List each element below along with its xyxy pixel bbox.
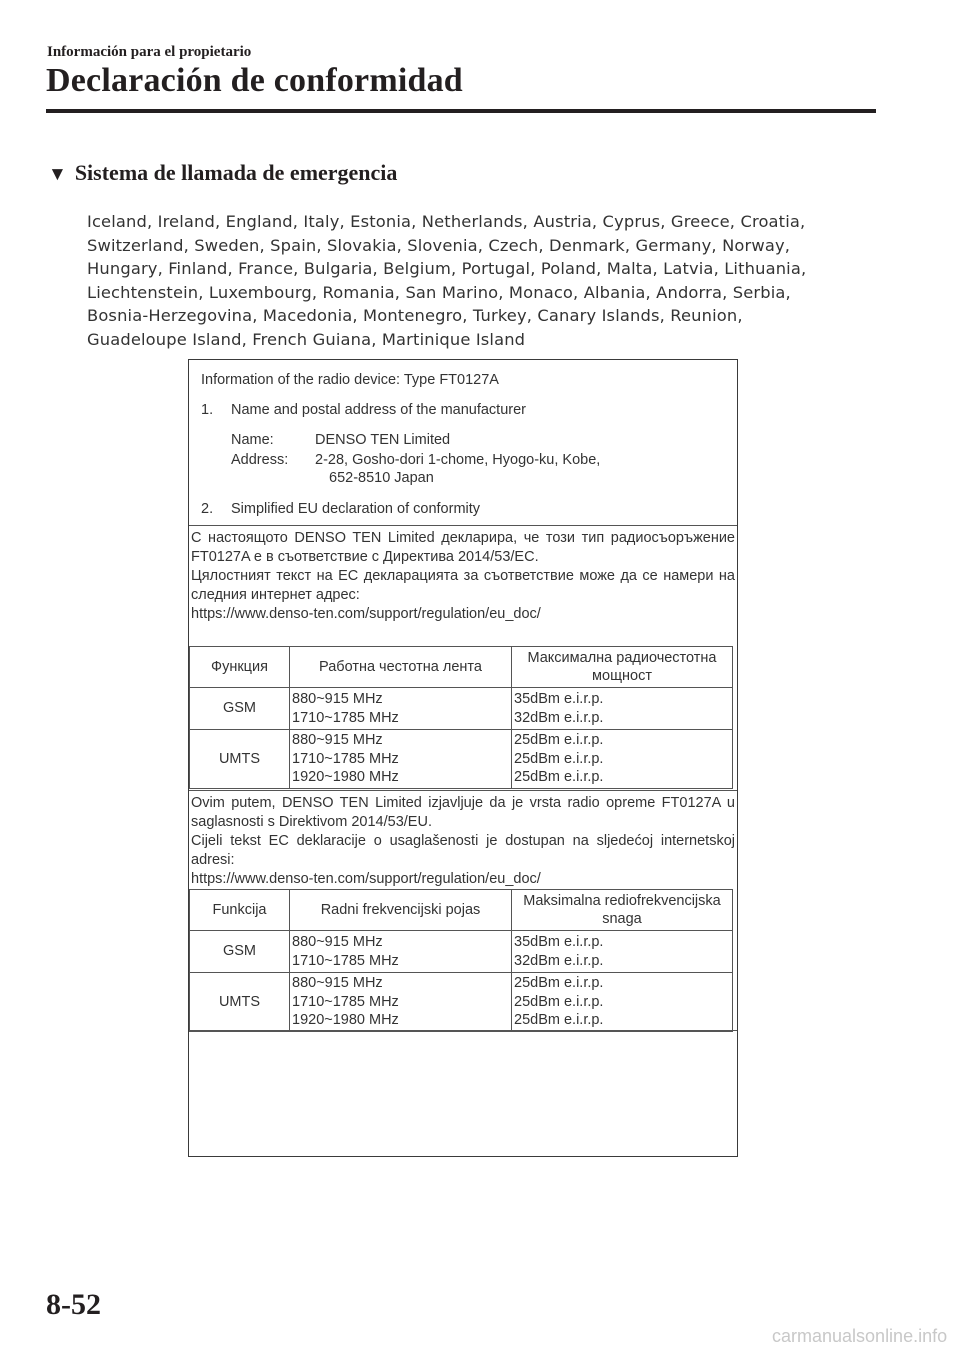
address-key: Address:	[231, 452, 289, 468]
table-header: Funkcija	[190, 890, 290, 931]
power-value: 32dBm e.i.r.p.	[514, 709, 604, 726]
address-line: 2-28, Gosho-dori 1-chome, Hyogo-ku, Kobe,	[315, 452, 601, 468]
power-value: 25dBm e.i.r.p.	[514, 769, 604, 786]
section-header-label: Información para el propietario	[47, 44, 252, 60]
box-bottom-divider	[189, 1030, 737, 1031]
band-value: 1710~1785 MHz	[292, 993, 399, 1010]
table-header-row	[190, 647, 733, 688]
function-cell: UMTS	[190, 973, 290, 1032]
eu-declaration-label: Simplified EU declaration of conformity	[231, 501, 481, 517]
bulgarian-declaration	[189, 525, 737, 786]
address-line: 652-8510 Japan	[329, 470, 434, 486]
country-line: Hungary, Finland, France, Bulgaria, Belgium, Portugal, Poland, Malta, Latvia, Lithuania,	[87, 259, 807, 278]
spec-table	[189, 889, 733, 1032]
table-row	[190, 688, 733, 730]
declaration-url[interactable]: https://www.denso-ten.com/support/regulation/eu_doc/	[191, 606, 541, 622]
table-row	[190, 730, 733, 789]
country-list	[87, 210, 867, 351]
power-value: 35dBm e.i.r.p.	[514, 691, 604, 707]
band-cell	[290, 688, 512, 730]
function-cell: GSM	[190, 688, 290, 730]
band-value: 880~915 MHz	[292, 975, 383, 992]
power-value: 32dBm e.i.r.p.	[514, 952, 604, 969]
section-title	[48, 160, 397, 186]
table-header-row	[190, 890, 733, 931]
country-line: Iceland, Ireland, England, Italy, Estonia, Netherlands, Austria, Cyprus, Greece, Croatia,	[87, 212, 806, 231]
function-cell: GSM	[190, 931, 290, 973]
power-cell	[512, 973, 733, 1032]
power-cell	[512, 730, 733, 789]
band-cell	[290, 931, 512, 973]
name-key: Name:	[231, 432, 274, 448]
band-value: 1920~1980 MHz	[292, 1012, 399, 1029]
item-number: 1.	[201, 402, 214, 418]
declaration-paragraph: Ovim putem, DENSO TEN Limited izjavljuje da je vrsta radio opreme FT0127A u saglasnosti s Direktivom 2014/53/EU.	[191, 795, 735, 830]
item-number: 2.	[201, 501, 214, 517]
declaration-url[interactable]: https://www.denso-ten.com/support/regulation/eu_doc/	[191, 871, 541, 887]
declaration-paragraph: Цялостният текст на ЕС декларацията за съответствие може да се намери на следния интернет адрес:	[191, 568, 735, 603]
declaration-paragraph: С настоящото DENSO TEN Limited декларира, че този тип радиосъоръжение FT0127A е в съответствие с Директива 2014/53/ЕС.	[191, 530, 735, 565]
power-cell	[512, 688, 733, 730]
table-header: Radni frekvencijski pojas	[290, 890, 512, 931]
power-value: 25dBm e.i.r.p.	[514, 750, 604, 767]
band-value: 1920~1980 MHz	[292, 769, 399, 786]
band-value: 1710~1785 MHz	[292, 750, 399, 767]
watermark: carmanualsonline.info	[772, 1326, 948, 1346]
page-number: 8-52	[46, 1288, 101, 1321]
declaration-box	[188, 359, 738, 1157]
declaration-paragraph: Cijeli tekst EC deklaracije o usaglašenosti je dostupan na sljedećoj internetskoj adresi:	[191, 833, 735, 868]
band-cell	[290, 973, 512, 1032]
page-title: Declaración de conformidad	[46, 62, 463, 99]
power-cell	[512, 931, 733, 973]
band-value: 1710~1785 MHz	[292, 952, 399, 969]
function-cell: UMTS	[190, 730, 290, 789]
spec-table	[189, 646, 733, 789]
table-row	[190, 931, 733, 973]
band-value: 880~915 MHz	[292, 732, 383, 749]
band-cell	[290, 730, 512, 789]
power-value: 25dBm e.i.r.p.	[514, 732, 604, 749]
table-header: Функция	[190, 647, 290, 688]
croatian-declaration	[189, 790, 737, 1029]
power-value: 25dBm e.i.r.p.	[514, 975, 604, 992]
table-header: Максимална радиочестотна мощност	[512, 647, 733, 688]
power-value: 35dBm e.i.r.p.	[514, 934, 604, 950]
triangle-marker-icon: ▼	[48, 164, 67, 185]
country-line: Bosnia-Herzegovina, Macedonia, Montenegro, Turkey, Canary Islands, Reunion,	[87, 306, 743, 325]
country-line: Guadeloupe Island, French Guiana, Martinique Island	[87, 329, 526, 349]
power-value: 25dBm e.i.r.p.	[514, 993, 604, 1010]
band-value: 880~915 MHz	[292, 934, 383, 950]
band-value: 1710~1785 MHz	[292, 709, 399, 726]
band-value: 880~915 MHz	[292, 691, 383, 707]
radio-info-heading: Information of the radio device: Type FT0127A	[201, 372, 499, 388]
section-title-text: Sistema de llamada de emergencia	[74, 160, 398, 185]
table-header: Maksimalna rediofrekvencijska snaga	[512, 890, 733, 931]
table-header: Работна честотна лента	[290, 647, 512, 688]
country-line: Switzerland, Sweden, Spain, Slovakia, Slovenia, Czech, Denmark, Germany, Norway,	[87, 235, 791, 255]
power-value: 25dBm e.i.r.p.	[514, 1012, 604, 1029]
manufacturer-label: Name and postal address of the manufacturer	[231, 402, 526, 418]
table-row	[190, 973, 733, 1032]
header-divider	[46, 109, 876, 113]
country-line: Liechtenstein, Luxembourg, Romania, San Marino, Monaco, Albania, Andorra, Serbia,	[87, 282, 791, 302]
name-value: DENSO TEN Limited	[315, 432, 451, 448]
